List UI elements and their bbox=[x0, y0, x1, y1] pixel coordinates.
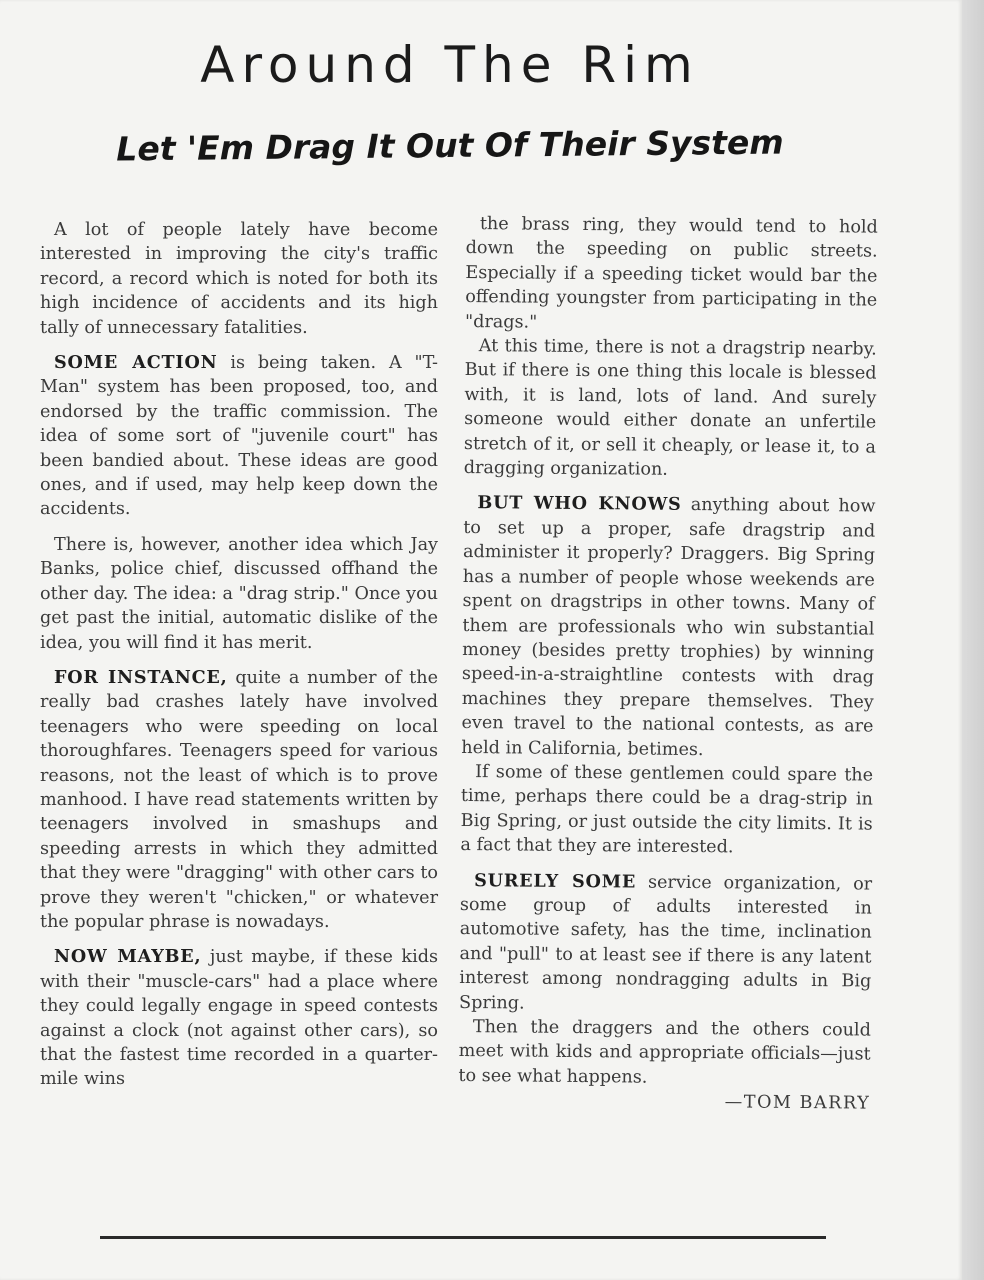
paragraph: A lot of people lately have become interested in improving the city's traffic record, a record which is noted for both its high incidence of accidents and its high tally of unnecessary fatalities. bbox=[40, 220, 438, 338]
paragraph: At this time, there is not a dragstrip nearby. But if there is one thing this locale is blessed with, it is land, lots of land. And surely someone would either donate an unfertile stretch of it, or sell it cheaply, or lease it, to a dragging organization. bbox=[463, 336, 877, 480]
byline: —TOM BARRY bbox=[724, 1092, 871, 1114]
paragraph: FOR INSTANCE, quite a number of the really bad crashes lately have involved teenagers who were speeding on local thoroughfares. Teenagers speed for various reasons, not the least of which is to prove manhood. I have read statements written by teenagers involved in smashups and speeding arrests in which they admitted that they were "dragging" with other cars to prove they weren't "chicken," or whatever the popular phrase is nowadays. bbox=[40, 666, 438, 932]
column-headline: Around The Rim bbox=[200, 36, 700, 94]
paragraph: NOW MAYBE, just maybe, if these kids with their "muscle-cars" had a place where they could legally engage in speed contests against a clock (not against other cars), so that the fastest time recorded in a quarter-mile wins bbox=[40, 946, 438, 1090]
paragraph: There is, however, another idea which Jay Banks, police chief, discussed offhand the other day. The idea: a "drag strip." Once you get past the initial, automatic dislike of the idea, you will find it has merit. bbox=[40, 534, 438, 653]
bottom-rule bbox=[100, 1236, 826, 1239]
paragraph: If some of these gentlemen could spare the time, perhaps there could be a drag-strip in Big Spring, or just outside the city limits. It is a fact that they are interested. bbox=[460, 762, 874, 858]
right-column bbox=[458, 212, 878, 1116]
left-column bbox=[40, 218, 438, 1092]
paragraph: SURELY SOME service organization, or some group of adults interested in automotive safety, has the time, inclination and "pull" to at least see if there is any latent interest among nondragging adults in Big Spring. bbox=[459, 869, 873, 1014]
paragraph-lead: NOW MAYBE, bbox=[54, 946, 202, 968]
page-edge bbox=[962, 0, 984, 1280]
paragraph: Then the draggers and the others could meet with kids and appropriate officials—just to see what happens. bbox=[458, 1017, 871, 1088]
paragraph-lead: SURELY SOME bbox=[474, 869, 637, 893]
paragraph-lead: FOR INSTANCE, bbox=[54, 666, 228, 688]
paragraph-lead: BUT WHO KNOWS bbox=[477, 492, 682, 516]
paragraph: SOME ACTION is being taken. A "T-Man" system has been proposed, too, and endorsed by the traffic commission. The idea of some sort of "juvenile court" has been bandied about. These ideas are good ones, and if used, may help keep down the accidents. bbox=[40, 352, 438, 520]
article-subhead: Let 'Em Drag It Out Of Their System bbox=[116, 122, 784, 169]
paragraph: BUT WHO KNOWS anything about how to set up a proper, safe dragstrip and administer it properly? Draggers. Big Spring has a number of people whose weekends are spent on dragstrips in other towns. Many of them are professionals who win substantial money (besides pretty trophies) by winning speed-in-a-straightline contests with drag machines they prepare themselves. They even travel to the national contests, as are held in California, betimes. bbox=[461, 492, 876, 760]
paragraph: the brass ring, they would tend to hold down the speeding on public streets. Especially if a speeding ticket would bar the offending youngster from participating in the "drags." bbox=[464, 214, 878, 333]
paragraph-lead: SOME ACTION bbox=[54, 352, 218, 374]
